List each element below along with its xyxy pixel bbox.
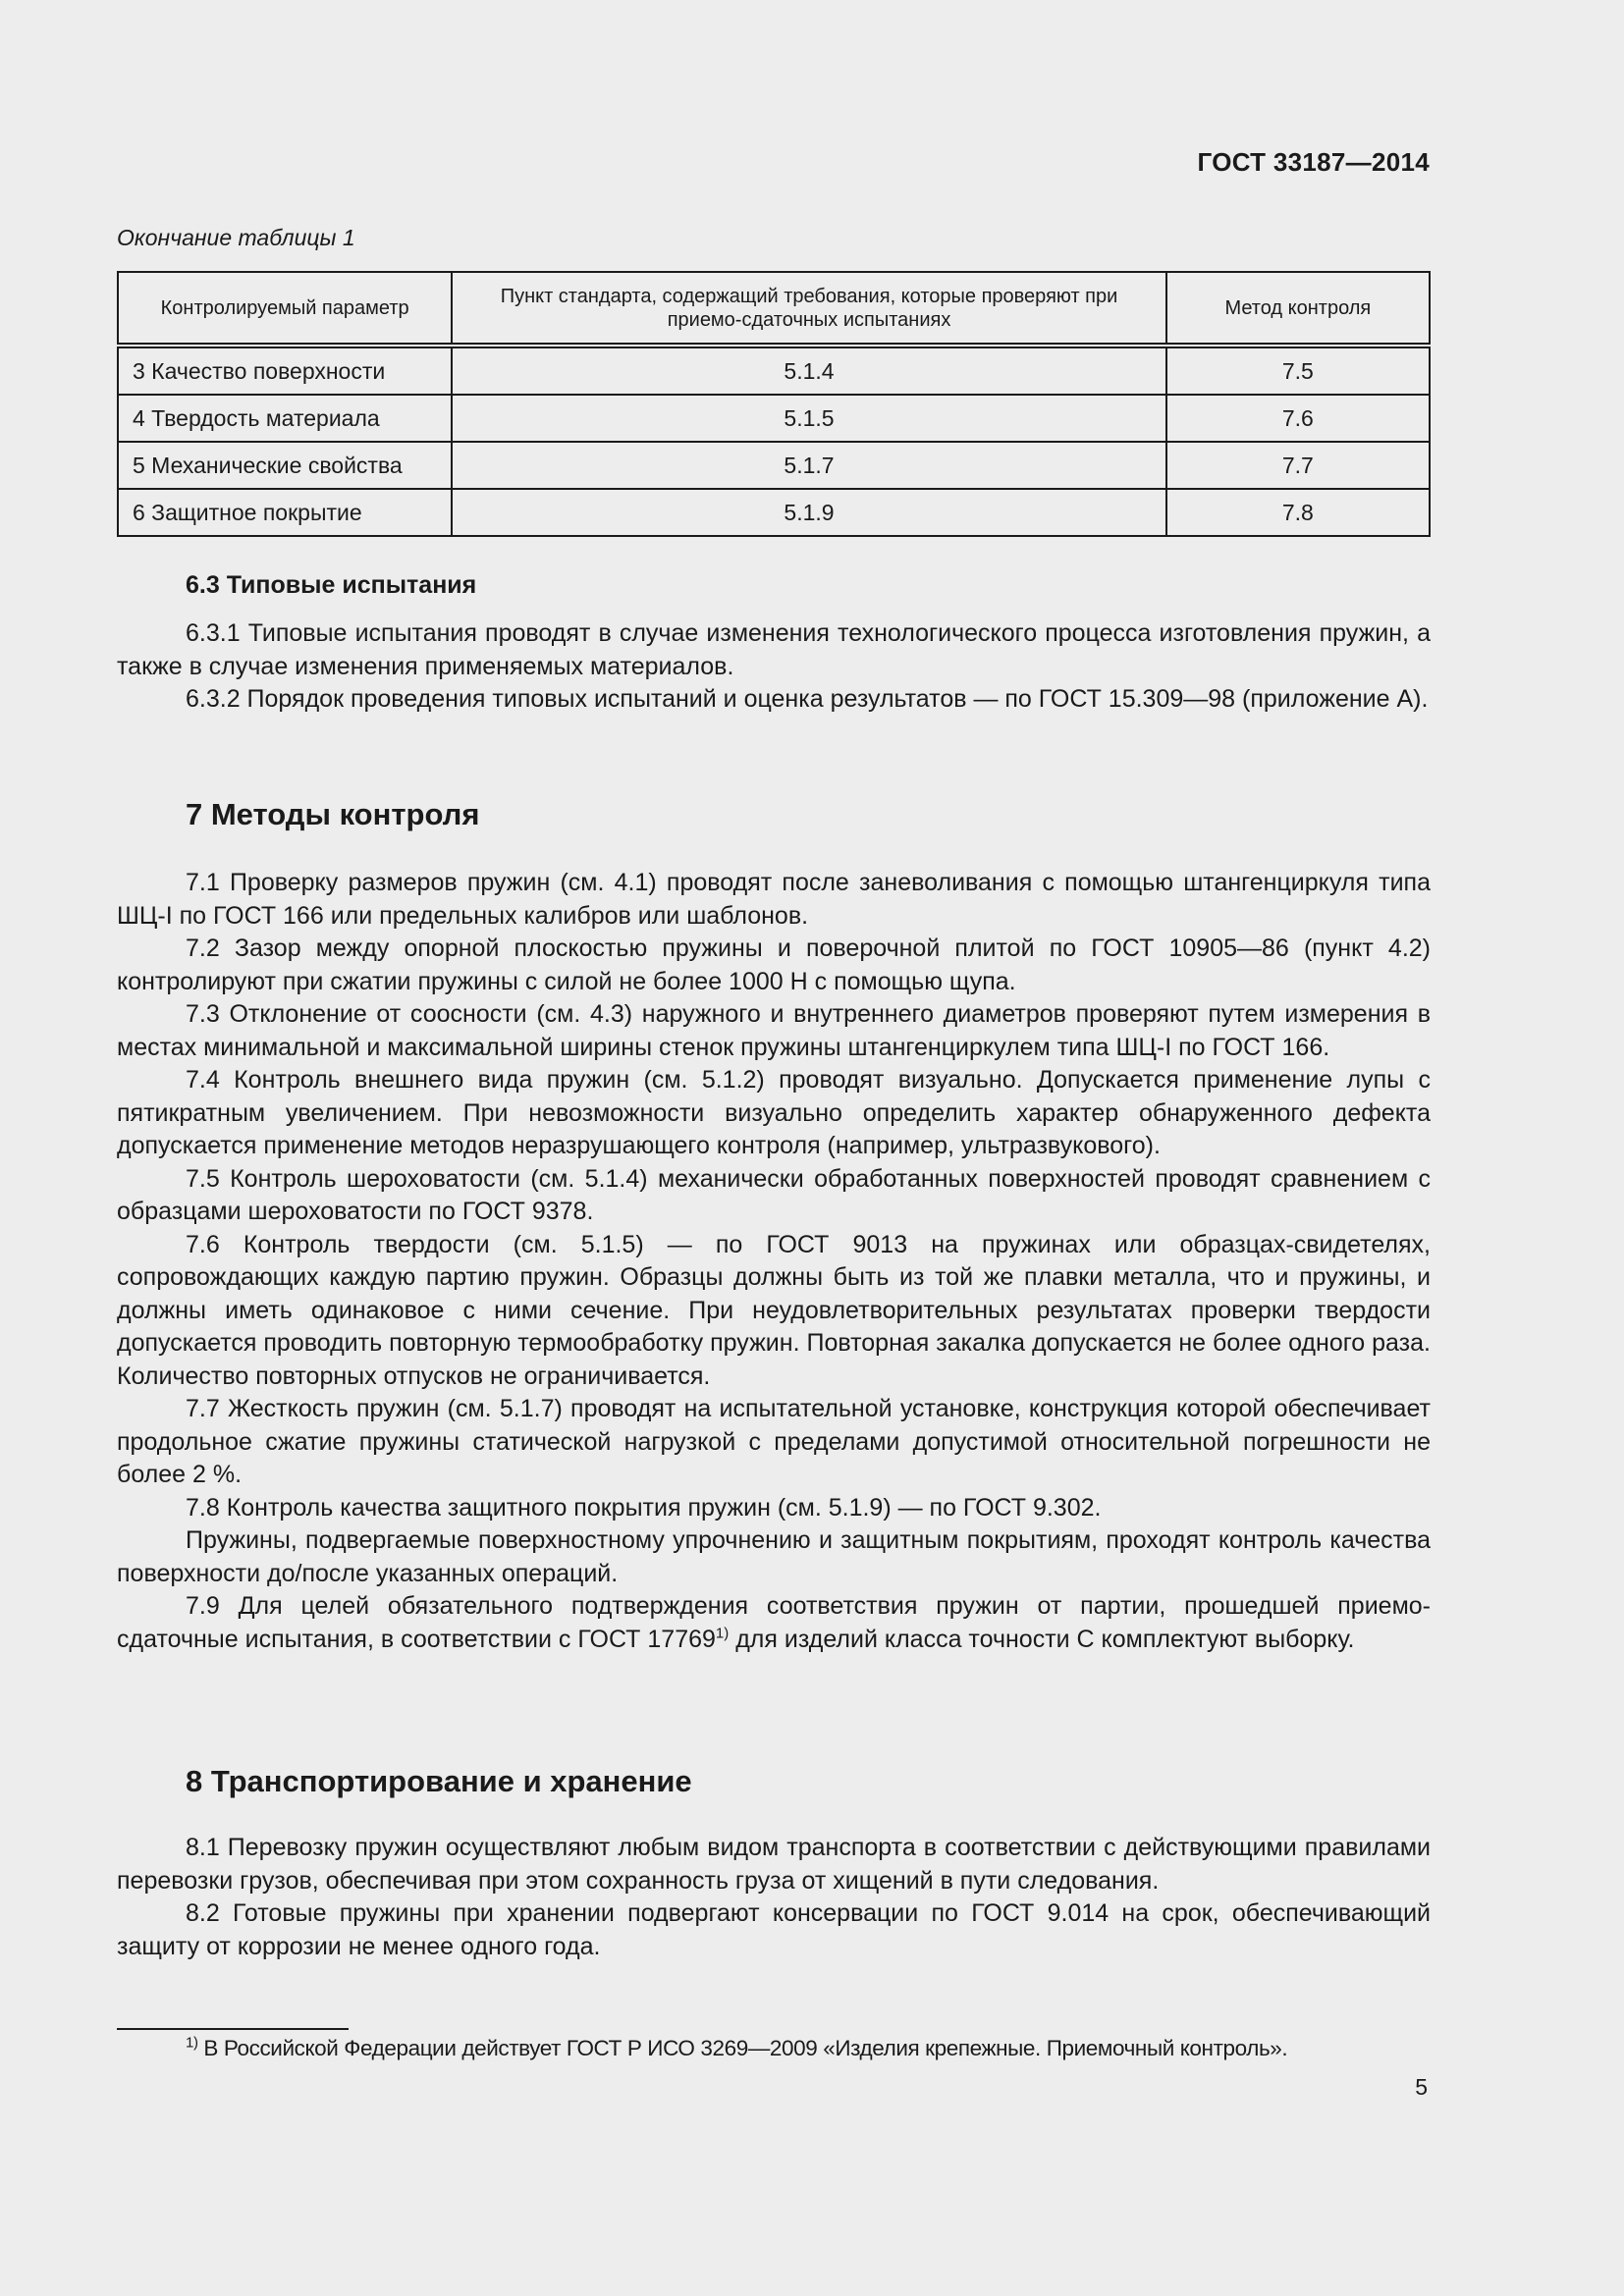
header-parameter: Контролируемый параметр — [118, 272, 452, 346]
footnote-mark: 1) — [186, 2034, 198, 2052]
page-number: 5 — [1415, 2074, 1428, 2100]
cell-clause: 5.1.5 — [452, 395, 1165, 442]
section-6-3-text — [117, 617, 1431, 717]
paragraph-8-2: 8.2 Готовые пружины при хранении подвергают консервации по ГОСТ 9.014 на срок, обеспечивающий защиту от коррозии не менее одного года. — [117, 1899, 1431, 1960]
cell-clause: 5.1.9 — [452, 489, 1165, 536]
table-row — [118, 442, 1430, 489]
cell-parameter: 5 Механические свойства — [118, 442, 452, 489]
footnote-divider — [117, 2028, 349, 2030]
footnote — [186, 2036, 1431, 2061]
header-method: Метод контроля — [1166, 272, 1430, 346]
cell-method: 7.8 — [1166, 489, 1430, 536]
cell-parameter: 6 Защитное покрытие — [118, 489, 452, 536]
paragraph-7-7: 7.7 Жесткость пружин (см. 5.1.7) проводят на испытательной установке, конструкция которой обеспечивает продольное сжатие пружины статической нагрузкой с пределами допустимой относительной погрешности не более 2 %. — [117, 1395, 1431, 1488]
footnote-ref[interactable]: 1) — [715, 1625, 730, 1642]
cell-parameter: 4 Твердость материала — [118, 395, 452, 442]
paragraph-6-3-2: 6.3.2 Порядок проведения типовых испытаний и оценка результатов — по ГОСТ 15.309—98 (приложение А). — [186, 685, 1429, 713]
cell-parameter: 3 Качество поверхности — [118, 346, 452, 395]
table-row — [118, 489, 1430, 536]
paragraph-7-1: 7.1 Проверку размеров пружин (см. 4.1) проводят после заневоливания с помощью штангенциркуля типа ШЦ-I по ГОСТ 166 или предельных калибров или шаблонов. — [117, 869, 1431, 930]
paragraph-6-3-1: 6.3.1 Типовые испытания проводят в случае изменения технологического процесса изготовления пружин, а также в случае изменения применяемых материалов. — [117, 619, 1431, 680]
paragraph-7-8-note: Пружины, подвергаемые поверхностному упрочнению и защитным покрытиям, проходят контроль качества поверхности до/после указанных операций. — [117, 1526, 1431, 1587]
paragraph-7-9-text-end: для изделий класса точности С комплектуют выборку. — [729, 1625, 1355, 1653]
header-clause: Пункт стандарта, содержащий требования, которые проверяют при приемо-сдаточных испытаниях — [452, 272, 1165, 346]
footnote-text: В Российской Федерации действует ГОСТ Р ИСО 3269—2009 «Изделия крепежные. Приемочный контроль». — [197, 2036, 1288, 2060]
paragraph-8-1: 8.1 Перевозку пружин осуществляют любым видом транспорта в соответствии с действующими правилами перевозки грузов, обеспечивая при этом сохранность груза от хищений в пути следования. — [117, 1834, 1431, 1895]
paragraph-7-9 — [117, 1590, 1431, 1656]
cell-method: 7.6 — [1166, 395, 1430, 442]
table-row — [118, 395, 1430, 442]
table-header-row — [118, 272, 1430, 346]
section-title-7: 7 Методы контроля — [186, 797, 480, 831]
paragraph-7-2: 7.2 Зазор между опорной плоскостью пружины и поверочной плитой по ГОСТ 10905—86 (пункт 4.2) контролируют при сжатии пружины с силой не более 1000 Н с помощью щупа. — [117, 934, 1431, 995]
paragraph-7-5: 7.5 Контроль шероховатости (см. 5.1.4) механически обработанных поверхностей проводят сравнением с образцами шероховатости по ГОСТ 9378. — [117, 1164, 1431, 1225]
paragraph-7-8: 7.8 Контроль качества защитного покрытия пружин (см. 5.1.9) — по ГОСТ 9.302. — [186, 1493, 1102, 1522]
table-caption: Окончание таблицы 1 — [117, 225, 355, 250]
cell-clause: 5.1.4 — [452, 346, 1165, 395]
paragraph-7-3: 7.3 Отклонение от соосности (см. 4.3) наружного и внутреннего диаметров проверяют путем измерения в местах минимальной и максимальной ширины стенок пружины штангенциркулем типа ШЦ-I по ГОСТ 166. — [117, 1000, 1431, 1061]
section-8-text — [117, 1832, 1431, 1963]
section-title-8: 8 Транспортирование и хранение — [186, 1764, 692, 1798]
cell-method: 7.7 — [1166, 442, 1430, 489]
standard-code: ГОСТ 33187—2014 — [1197, 147, 1430, 177]
cell-method: 7.5 — [1166, 346, 1430, 395]
subsection-title-6-3: 6.3 Типовые испытания — [186, 571, 477, 599]
table-row — [118, 346, 1430, 395]
paragraph-7-9-text: 7.9 Для целей обязательного подтверждения соответствия пружин от партии, прошедшей приемо-сдаточные испытания, в соответствии с ГОСТ 17769 — [117, 1592, 1431, 1653]
control-table — [117, 271, 1431, 537]
section-7-text — [117, 867, 1431, 1656]
paragraph-7-4: 7.4 Контроль внешнего вида пружин (см. 5.1.2) проводят визуально. Допускается применение лупы с пятикратным увеличением. При невозможности визуально определить характер обнаруженного дефекта допускается применение методов неразрушающего контроля (например, ультразвукового). — [117, 1066, 1431, 1159]
paragraph-7-6: 7.6 Контроль твердости (см. 5.1.5) — по ГОСТ 9013 на пружинах или образцах-свидетелях, сопровождающих каждую партию пружин. Образцы должны быть из той же плавки металла, что и пружины, и должны иметь одинаковое с ними сечение. При неудовлетворительных результатах проверки твердости допускается проводить повторную термообработку пружин. Повторная закалка допускается не более одного раза. Количество повторных отпусков не ограничивается. — [117, 1230, 1431, 1390]
cell-clause: 5.1.7 — [452, 442, 1165, 489]
